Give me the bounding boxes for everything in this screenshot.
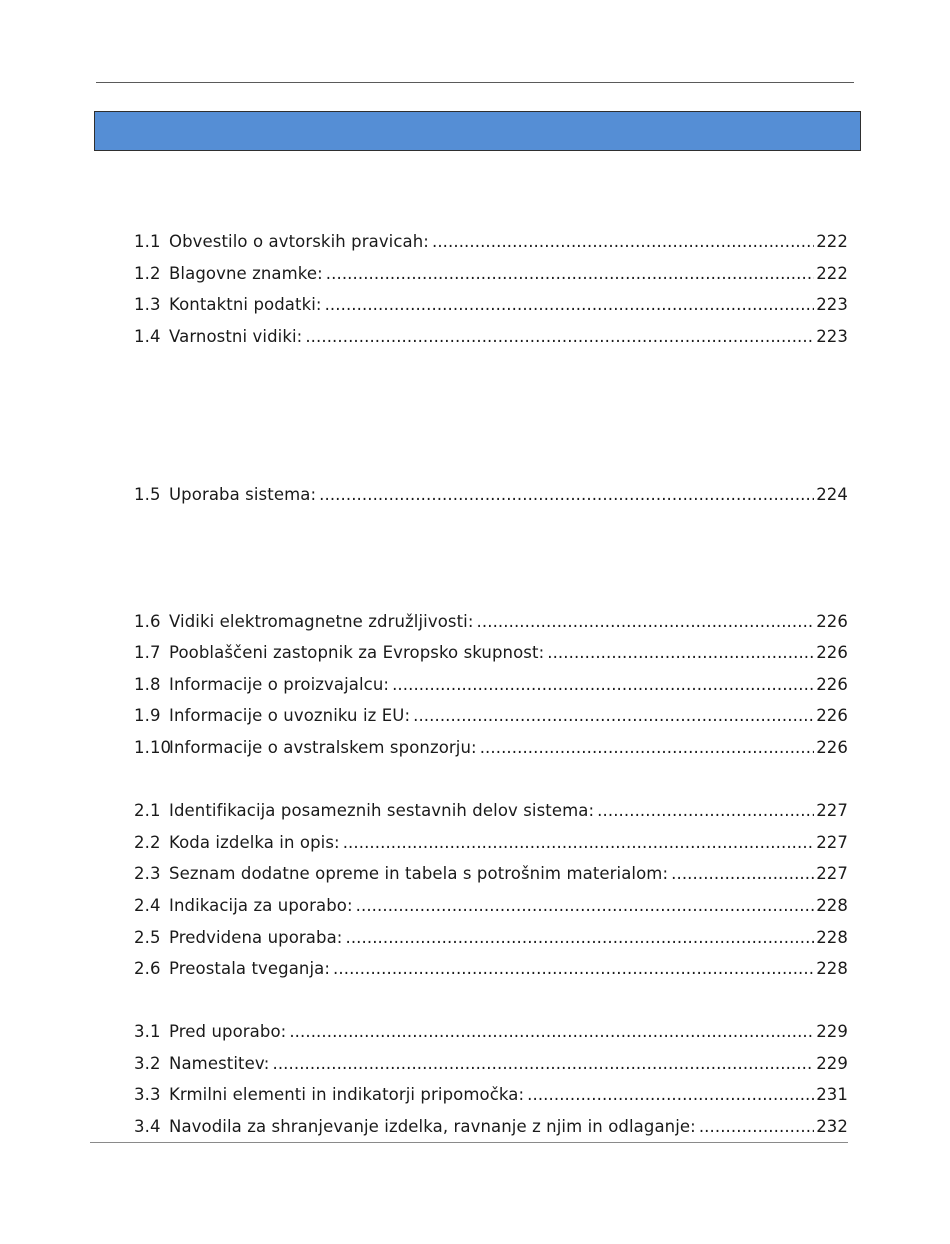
toc-dot-leader <box>671 864 814 884</box>
toc-entry-number: 1.9 <box>134 706 161 725</box>
section-header-bar <box>94 111 861 151</box>
toc-entry-title: Pred uporabo: <box>169 1022 287 1041</box>
toc-entry-title: Uporaba sistema: <box>169 485 317 504</box>
toc-dot-leader <box>547 643 814 663</box>
toc-entry-number: 1.10 <box>134 738 172 757</box>
toc-entry-number: 3.3 <box>134 1085 161 1104</box>
toc-entry-page: 223 <box>816 327 848 346</box>
toc-entry-title: Varnostni vidiki: <box>169 327 303 346</box>
toc-entry[interactable] <box>134 1113 848 1137</box>
toc-entry-page: 228 <box>816 959 848 978</box>
toc-dot-leader <box>480 738 815 758</box>
toc-entry-number: 2.3 <box>134 864 161 883</box>
toc-dot-leader <box>305 327 814 347</box>
toc-dot-leader <box>432 232 814 252</box>
toc-entry-title: Vidiki elektromagnetne združljivosti: <box>169 612 474 631</box>
toc-entry-page: 231 <box>816 1085 848 1104</box>
toc-entry-number: 1.6 <box>134 612 161 631</box>
toc-entry-page: 227 <box>816 864 848 883</box>
toc-entry-number: 1.2 <box>134 264 161 283</box>
toc-entry[interactable] <box>134 228 848 252</box>
toc-entry-title: Preostala tveganja: <box>169 959 331 978</box>
toc-entry-number: 1.7 <box>134 643 161 662</box>
toc-entry-title: Krmilni elementi in indikatorji pripomočka: <box>169 1085 525 1104</box>
toc-dot-leader <box>272 1054 814 1074</box>
toc-entry[interactable] <box>134 1018 848 1042</box>
top-divider <box>96 82 854 83</box>
toc-entry[interactable] <box>134 481 848 505</box>
toc-entry-title: Informacije o proizvajalcu: <box>169 675 390 694</box>
toc-entry[interactable] <box>134 860 848 884</box>
toc-entry[interactable] <box>134 1050 848 1074</box>
toc-dot-leader <box>289 1022 814 1042</box>
toc-entry[interactable] <box>134 734 848 758</box>
toc-entry-number: 1.5 <box>134 485 161 504</box>
toc-dot-leader <box>477 612 815 632</box>
toc-entry[interactable] <box>134 955 848 979</box>
toc-entry-number: 1.3 <box>134 295 161 314</box>
toc-dot-leader <box>343 833 815 853</box>
toc-entry-number: 1.8 <box>134 675 161 694</box>
toc-entry-title: Informacije o uvozniku iz EU: <box>169 706 411 725</box>
toc-dot-leader <box>333 959 814 979</box>
bottom-divider <box>90 1142 848 1143</box>
toc-entry-page: 226 <box>816 612 848 631</box>
toc-entry-number: 3.2 <box>134 1054 161 1073</box>
toc-entry-page: 226 <box>816 675 848 694</box>
toc-entry-page: 222 <box>816 232 848 251</box>
toc-entry-number: 2.4 <box>134 896 161 915</box>
toc-dot-leader <box>325 295 815 315</box>
toc-entry[interactable] <box>134 671 848 695</box>
toc-entry-page: 226 <box>816 643 848 662</box>
toc-entry-page: 229 <box>816 1054 848 1073</box>
toc-dot-leader <box>326 264 814 284</box>
toc-entry-number: 1.1 <box>134 232 161 251</box>
toc-entry[interactable] <box>134 829 848 853</box>
toc-entry-title: Predvidena uporaba: <box>169 928 343 947</box>
toc-entry-page: 228 <box>816 896 848 915</box>
toc-entry-page: 232 <box>816 1117 848 1136</box>
toc-entry-number: 3.1 <box>134 1022 161 1041</box>
toc-entry-title: Blagovne znamke: <box>169 264 323 283</box>
toc-entry-page: 227 <box>816 801 848 820</box>
toc-dot-leader <box>356 896 815 916</box>
toc-entry-page: 228 <box>816 928 848 947</box>
toc-entry-title: Identifikacija posameznih sestavnih delov sistema: <box>169 801 595 820</box>
toc-entry[interactable] <box>134 608 848 632</box>
toc-entry[interactable] <box>134 291 848 315</box>
toc-entry-title: Obvestilo o avtorskih pravicah: <box>169 232 429 251</box>
toc-entry-title: Navodila za shranjevanje izdelka, ravnanje z njim in odlaganje: <box>169 1117 696 1136</box>
toc-entry-title: Seznam dodatne opreme in tabela s potrošnim materialom: <box>169 864 669 883</box>
toc-entry[interactable] <box>134 639 848 663</box>
toc-entry-page: 223 <box>816 295 848 314</box>
toc-entry-title: Namestitev: <box>169 1054 270 1073</box>
toc-entry-page: 229 <box>816 1022 848 1041</box>
toc-dot-leader <box>597 801 814 821</box>
toc-entry-title: Koda izdelka in opis: <box>169 833 340 852</box>
toc-entry-page: 222 <box>816 264 848 283</box>
toc-dot-leader <box>319 485 814 505</box>
toc-dot-leader <box>413 706 814 726</box>
toc-entry-title: Indikacija za uporabo: <box>169 896 353 915</box>
toc-entry-number: 1.4 <box>134 327 161 346</box>
toc-entry[interactable] <box>134 1081 848 1105</box>
toc-entry-title: Kontaktni podatki: <box>169 295 322 314</box>
toc-entry-number: 3.4 <box>134 1117 161 1136</box>
toc-entry[interactable] <box>134 260 848 284</box>
toc-entry-title: Pooblaščeni zastopnik za Evropsko skupnost: <box>169 643 545 662</box>
toc-dot-leader <box>699 1117 814 1137</box>
toc-entry-number: 2.5 <box>134 928 161 947</box>
toc-entry[interactable] <box>134 892 848 916</box>
toc-entry-title: Informacije o avstralskem sponzorju: <box>169 738 477 757</box>
toc-entry-number: 2.6 <box>134 959 161 978</box>
toc-entry-number: 2.1 <box>134 801 161 820</box>
toc-dot-leader <box>345 928 814 948</box>
toc-entry[interactable] <box>134 323 848 347</box>
toc-entry-page: 226 <box>816 738 848 757</box>
toc-dot-leader <box>527 1085 814 1105</box>
toc-entry[interactable] <box>134 702 848 726</box>
toc-entry-page: 227 <box>816 833 848 852</box>
toc-entry-number: 2.2 <box>134 833 161 852</box>
toc-dot-leader <box>392 675 814 695</box>
toc-entry-page: 224 <box>816 485 848 504</box>
toc-entry-page: 226 <box>816 706 848 725</box>
toc-entry[interactable] <box>134 797 848 821</box>
toc-entry[interactable] <box>134 924 848 948</box>
